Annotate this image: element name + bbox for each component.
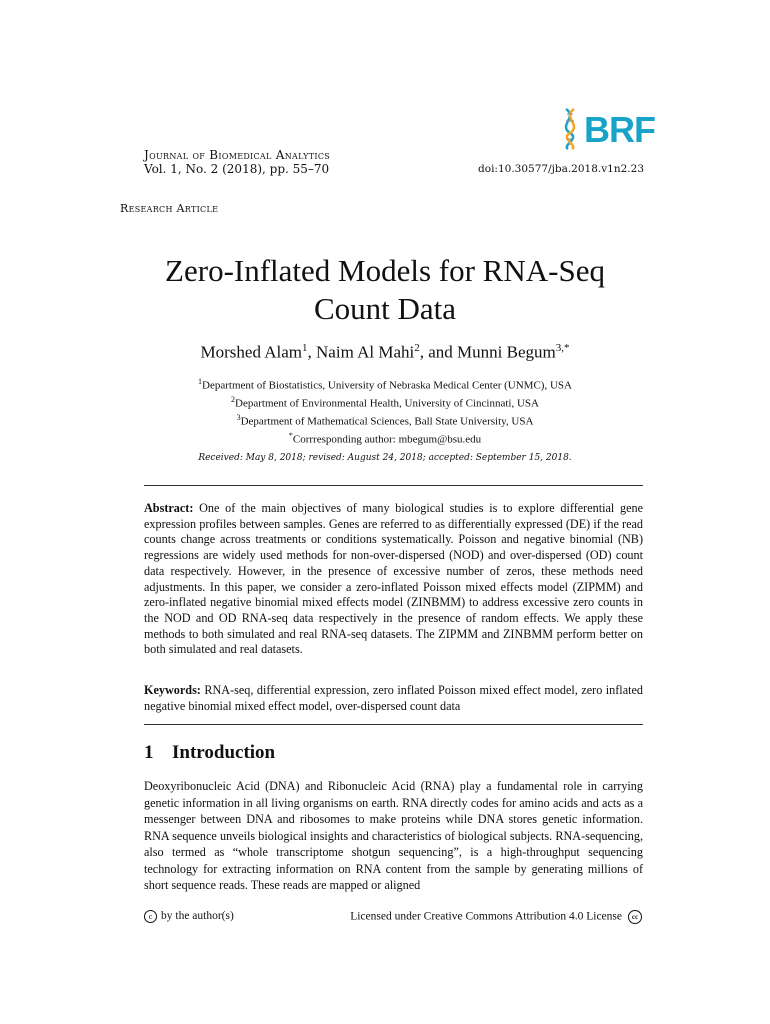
affiliation [100,411,670,429]
title-line-2: Count Data [313,291,457,326]
article-type: Research Article [120,202,219,215]
affil-mark: 2 [231,395,236,405]
author-affil-mark: 2 [414,342,420,354]
submission-dates: Received: May 8, 2018; revised: August 24, 2018; accepted: September 15, 2018. [198,453,572,463]
affil-text: Department of Biostatistics, University of Nebraska Medical Center (UNMC), USA [202,379,572,392]
copyright-icon: c [144,910,157,923]
doi-link[interactable]: doi:10.30577/jba.2018.v1n2.23 [478,163,644,175]
paper-title [100,252,670,328]
affiliation [100,375,670,393]
author-name: Naim Al Mahi [316,342,415,362]
corresponding-author [100,429,670,447]
keywords [144,683,643,714]
footer-left-text: by the author(s) [161,910,234,923]
section-number: 1 [144,742,154,763]
author-separator: , [307,342,317,362]
affil-mark: 1 [198,377,203,386]
keywords-label: Keywords: [144,683,201,697]
author-list [100,342,670,363]
affil-text: Corrresponding author: mbegum@bsu.edu [292,434,482,447]
section-title: Introduction [172,742,276,763]
journal-name: Journal of Biomedical Analytics [144,148,331,162]
affil-mark: * [288,431,293,441]
affil-text: Department of Mathematical Sciences, Ball State University, USA [240,415,534,428]
affiliation-list [100,375,670,448]
author-separator: , and [419,342,458,362]
affil-text: Department of Environmental Health, University of Cincinnati, USA [235,397,539,410]
footer-license [350,910,642,924]
footer-copyright [144,910,234,923]
journal-volume: Vol. 1, No. 2 (2018), pp. 55–70 [144,162,330,176]
abstract-label: Abstract: [144,501,194,515]
author-affil-mark: 1 [302,342,308,354]
author-name: Munni Begum [457,342,556,362]
license-text[interactable]: Licensed under Creative Commons Attribution 4.0 License [350,910,622,923]
keywords-text: RNA-seq, differential expression, zero inflated Poisson mixed effect model, zero inflated negative binomial mixed effect model, over-dispersed count data [144,683,643,713]
author-affil-mark: 3,* [555,342,570,354]
section-heading [144,742,275,764]
author-name: Morshed Alam [200,342,303,362]
brf-logo [556,105,655,151]
creative-commons-icon: cc [628,910,642,924]
divider-bottom [144,724,643,725]
intro-paragraph: Deoxyribonucleic Acid (DNA) and Ribonucleic Acid (RNA) play a fundamental role in carrying genetic information in all living organisms on earth. RNA directly codes for amino acids and acts as a messenger between DNA and ribosomes to make proteins while DNA stores genetic information. RNA sequence unveils biological insights and characteristics of biological subjects. RNA-sequencing, also termed as “whole transcriptome shotgun sequencing”, is a high-throughput sequencing technology for extracting information on RNA content from the sample by generating millions of short sequence reads. These reads are mapped or aligned [144,779,643,892]
logo-text: BRF [584,109,655,150]
affiliation [100,393,670,411]
affil-mark: 3 [236,413,241,423]
abstract-text: One of the main objectives of many biological studies is to explore differential gene expression profiles between samples. Genes are referred to as differentially expressed (DE) if the read counts change across treatments or conditions systematically. Poisson and negative binomial (NB) regressions are widely used methods for non-over-dispersed (NOD) and over-dispersed (OD) count data respectively. However, in the presence of excessive number of zeros, these methods need adjustments. In this paper, we consider a zero-inflated Poisson mixed effects model (ZIPMM) and zero-inflated negative binomial mixed effects model (ZINBMM) to address excessive zero counts in the NOD and OD RNA-seq data respectively in the presence of random effects. We apply these methods to both simulated and real RNA-seq datasets. The ZIPMM and ZINBMM perform better on both simulated and real datasets. [144,501,643,657]
divider-top [144,485,643,486]
title-line-1: Zero-Inflated Models for RNA-Seq [165,253,605,288]
abstract [144,501,643,658]
